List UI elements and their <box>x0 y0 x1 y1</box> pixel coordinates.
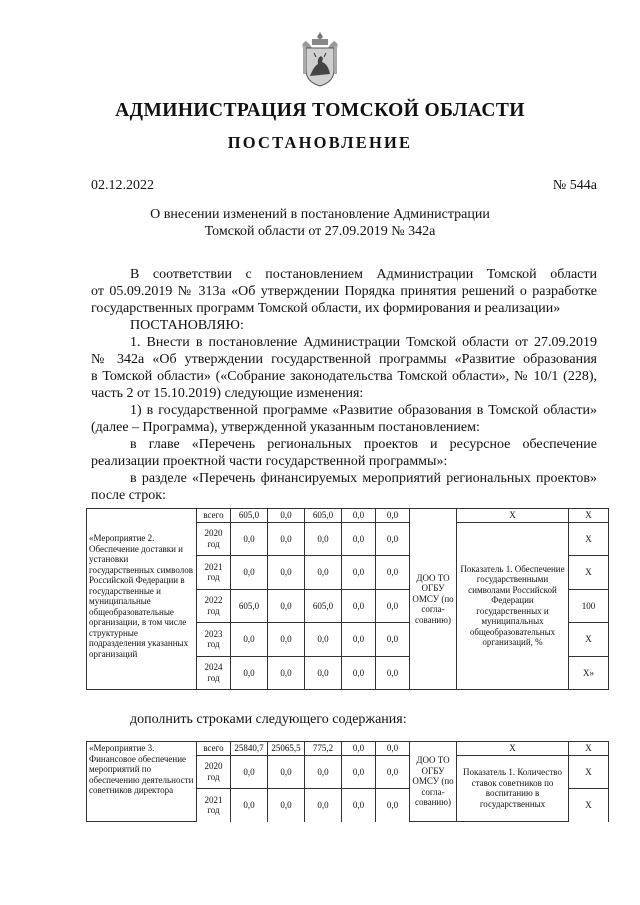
period-cell: всего <box>197 509 231 523</box>
value-cell: 0,0 <box>342 742 376 756</box>
value-cell: 0,0 <box>268 522 305 556</box>
paragraph-line: от 05.09.2019 № 313а «Об утверждении Порядка принятия решений о разработке <box>91 284 597 299</box>
value-cell: 605,0 <box>305 589 342 623</box>
value-cell: 775,2 <box>305 742 342 756</box>
indicator-cell: Показатель 1. Обеспечение государственными символами Российской Федерации государственных и муниципальных общеобразовательных организаций, % <box>457 522 569 690</box>
value-cell: 0,0 <box>305 789 342 822</box>
value-cell: 0,0 <box>268 755 305 789</box>
document-number: № 544а <box>552 178 597 193</box>
value-cell: 0,0 <box>342 522 376 556</box>
paragraph-line: В соответствии с постановлением Администрации Томской области <box>130 267 597 282</box>
paragraph-line: реализации проектной части государственной программы»: <box>91 454 448 469</box>
target-cell: 100 <box>569 589 609 623</box>
value-cell: 0,0 <box>376 589 410 623</box>
paragraph-line: 1. Внести в постановление Администрации Томской области от 27.09.2019 <box>130 335 597 350</box>
value-cell: 0,0 <box>342 789 376 822</box>
value-cell: 0,0 <box>376 623 410 657</box>
value-cell: 0,0 <box>231 755 268 789</box>
document-subject-line-1: О внесении изменений в постановление Администрации <box>150 207 490 222</box>
paragraph-line: государственных программ Томской области, их формирования и реализации» <box>91 301 561 316</box>
tomsk-coat-of-arms-emblem <box>300 30 340 90</box>
value-cell: 0,0 <box>231 789 268 822</box>
document-type: ПОСТАНОВЛЕНИЕ <box>227 133 413 152</box>
target-cell: X <box>569 522 609 556</box>
value-cell: 0,0 <box>342 556 376 590</box>
executor-cell: ДОО ТО ОГБУ ОМСУ (по согла-сованию) <box>410 509 457 690</box>
value-cell: 0,0 <box>305 623 342 657</box>
paragraph-line: № 342а «Об утверждении государственной программы «Развитие образования <box>91 352 597 367</box>
value-cell: 605,0 <box>305 509 342 523</box>
document-date: 02.12.2022 <box>91 178 154 193</box>
value-cell: 0,0 <box>342 656 376 690</box>
paragraph-line: после строк: <box>91 488 166 503</box>
value-cell: 0,0 <box>268 509 305 523</box>
target-cell: X <box>569 789 609 822</box>
financing-table-new <box>86 741 609 822</box>
paragraph-supplement: дополнить строками следующего содержания: <box>130 712 407 727</box>
event-name-cell: «Мероприятие 3. Финансовое обеспечение мероприятий по обеспечению деятельности советников директора <box>87 742 197 822</box>
value-cell: 0,0 <box>268 623 305 657</box>
value-cell: 0,0 <box>268 556 305 590</box>
paragraph-line: в главе «Перечень региональных проектов и ресурсное обеспечение <box>130 437 597 452</box>
value-cell: 25840,7 <box>231 742 268 756</box>
paragraph-line: часть 2 от 15.10.2019) следующие изменения: <box>91 386 364 401</box>
value-cell: 0,0 <box>376 656 410 690</box>
value-cell: 0,0 <box>231 522 268 556</box>
paragraph-line: в Томской области» («Собрание законодательства Томской области», № 10/1 (228), <box>91 369 597 384</box>
value-cell: 605,0 <box>231 589 268 623</box>
value-cell: 0,0 <box>305 755 342 789</box>
target-cell: X» <box>569 656 609 690</box>
target-cell: X <box>569 556 609 590</box>
paragraph-basis <box>91 266 597 504</box>
paragraph-line: (далее – Программа), утвержденной указанным постановлением: <box>91 420 480 435</box>
value-cell: 0,0 <box>376 789 410 822</box>
value-cell: 0,0 <box>376 509 410 523</box>
period-cell: 2024 год <box>197 656 231 690</box>
value-cell: 0,0 <box>342 755 376 789</box>
executor-cell: ДОО ТО ОГБУ ОМСУ (по согла-сованию) <box>410 742 457 822</box>
target-cell: X <box>569 742 609 756</box>
period-cell: 2020 год <box>197 522 231 556</box>
event-name-cell: «Мероприятие 2. Обеспечение доставки и установки государственных символов Российской Федерации в государственные и муниципальные общеобразовательные организации, в том числе структурные подразделения указанных организаций <box>87 509 197 690</box>
value-cell: 0,0 <box>342 509 376 523</box>
indicator-x-cell: X <box>457 742 569 756</box>
period-cell: 2021 год <box>197 789 231 822</box>
target-cell: X <box>569 755 609 789</box>
value-cell: 0,0 <box>342 623 376 657</box>
value-cell: 0,0 <box>268 656 305 690</box>
period-cell: всего <box>197 742 231 756</box>
value-cell: 0,0 <box>376 556 410 590</box>
document-subject-line-2: Томской области от 27.09.2019 № 342а <box>204 224 436 239</box>
period-cell: 2023 год <box>197 623 231 657</box>
value-cell: 0,0 <box>342 589 376 623</box>
target-cell: X <box>569 509 609 523</box>
financing-table-existing <box>86 508 609 690</box>
value-cell: 0,0 <box>305 556 342 590</box>
indicator-cell: Показатель 1. Количество ставок советников по воспитанию в государственных <box>457 755 569 822</box>
period-cell: 2021 год <box>197 556 231 590</box>
period-cell: 2020 год <box>197 755 231 789</box>
decree-word: ПОСТАНОВЛЯЮ: <box>130 318 244 333</box>
value-cell: 25065,5 <box>268 742 305 756</box>
value-cell: 0,0 <box>231 556 268 590</box>
value-cell: 0,0 <box>376 742 410 756</box>
value-cell: 0,0 <box>268 789 305 822</box>
indicator-x-cell: X <box>457 509 569 523</box>
period-cell: 2022 год <box>197 589 231 623</box>
value-cell: 0,0 <box>305 656 342 690</box>
paragraph-line: 1) в государственной программе «Развитие образования в Томской области» <box>130 403 597 418</box>
organization-title: АДМИНИСТРАЦИЯ ТОМСКОЙ ОБЛАСТИ <box>115 100 525 121</box>
value-cell: 0,0 <box>376 522 410 556</box>
value-cell: 0,0 <box>231 656 268 690</box>
value-cell: 0,0 <box>231 623 268 657</box>
value-cell: 0,0 <box>268 589 305 623</box>
target-cell: X <box>569 623 609 657</box>
value-cell: 0,0 <box>376 755 410 789</box>
value-cell: 0,0 <box>305 522 342 556</box>
value-cell: 605,0 <box>231 509 268 523</box>
paragraph-line: в разделе «Перечень финансируемых мероприятий региональных проектов» <box>130 471 597 486</box>
